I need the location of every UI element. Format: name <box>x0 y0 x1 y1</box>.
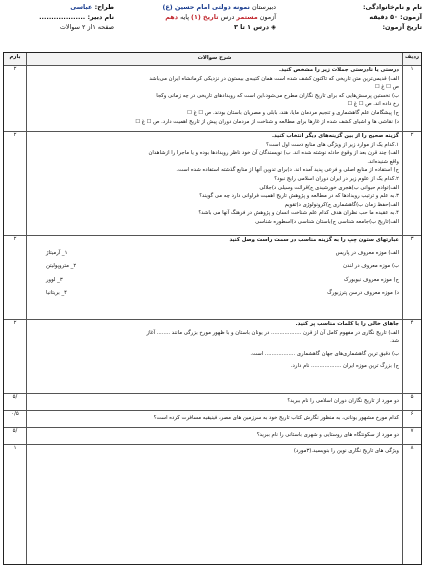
question-body: ویژگی های تاریخ نگاری نوین را بنویسید.(۳مورد) <box>293 448 399 454</box>
question-row <box>4 235 421 320</box>
col-score-header: بارم <box>4 53 27 65</box>
question-score: /۵ <box>4 393 27 410</box>
lessons-line <box>136 22 276 32</box>
col-num-header: ردیف <box>402 53 421 65</box>
student-info <box>302 2 422 32</box>
question-body: گزینه صحیح را از بین گزینه‌های دیگر انتخاب کنید. ۱.کدام یک از موارد زیر از ویژگی های منابع دست اول است؟ الف) چند قرن بعد از وقوع حادثه نوشته شده اند. ب) نویسندگان آن خود ناظر رویدادها بوده و یا ماجرا را ازشاهدان واقع شنیده‌اند. ج) استفاده از منابع اصلی و فرعی پدید آمده اند. د)برای تدوین آنها از منابع گذشته استفاده شده است. ۲.کدام یک از علوم زیر در ایران دوران اسلامی رایج نبود؟ الف)نوادم حیوانی ب)هجری خورشیدی ج)قرائت وسیلی د)جلالی ۳.به علم و ترتیب رویدادها که در مطالعه و پژوهش تاریخ اهمیت فراوانی دارد چه می گویند؟ الف)حفظ زمان ب)گاهشماری ج)کرونولوژی د)تقویم ۴.به عقیده ما حب نظران هدف کدام علم شناخت انسان و پژوهش در فرهنگ آنها می باشد؟ الف)تاریخ ب)جامعه شناسی ج)باستان شناسی د)اسطوره شناسی <box>148 133 399 225</box>
exam-semester: مستمر <box>236 13 258 21</box>
question-body: عبارتهای ستون چپ را به گزینه مناسب در سمت راست وصل کنید الف) موزه معروف در پاریس ۱_ آرمیتاژ ب) موزه معروف در لندن ۲_ متروپولیتن ج) موزه معروف نیویورک ۳_ لوور د) موزه معروف درسن پترزبورگ ۴_ بریتانیا <box>30 236 399 298</box>
question-row <box>4 410 421 428</box>
question-row <box>4 319 421 394</box>
matching-pair: ب) موزه معروف در لندن ۲_ متروپولیتن <box>46 263 399 270</box>
lessons-range: درس ۱ تا ۳ <box>233 23 270 31</box>
question-score: ۰/۵ <box>4 410 27 427</box>
question-body: جاهای خالی را با کلمات مناسب پر کنید. الف) تاریخ نگاری در مفهوم کامل آن از قرن .................. در یونان باستان و با ظهور مورخ بزرگی مانند ........ آغاز شد. ب) دقیق ترین گاهشماری‌های جهان گاهشماری .................. است. ج) بزرگ ترین موزه ایران .................. نام دارد. <box>146 321 399 370</box>
student-name-label: نام و نام‌خانوادگی: <box>362 3 422 11</box>
question-body: کدام مورخ مشهور یونانی، به منظور نگارش کتاب تاریخ خود به سرزمین های مصر، فینیقیه مسافرت کرده است؟ <box>153 415 399 421</box>
matching-pair: ج) موزه معروف نیویورک ۳_ لوور <box>46 276 399 283</box>
question-number: ۶ <box>402 410 421 427</box>
question-body: درستی یا نادرستی جملات زیر را مشخص کنید. الف) قدیمی‌ترین متن تاریخی که تاکنون کشف شده است همان کتیبه‌ی بیستون در نزدیکی کرمانشاه ایران می‌باشد ص ☐ غ ☐ ب) نخستین پرسش‌هایی که برای تاریخ نگاران مطرح می‌شود،این است که رویدادهای تاریخی در چه زمانی وکجا رخ داده اند. ص ☐ غ ☐ ج) پیشگامان علم گاهشماری و تنجیم مردمان مایا، هند، بابلی و مصریان باستان بودند. ص ☐ غ ☐ د) نقاشی ها و اشیای کشف شده از غارها برای مطالعه و شناخت از مردمان دوران پیش از تاریخ اهمیت دارد. ص ☐ غ ☐ <box>135 67 399 125</box>
matching-pair: الف) موزه معروف در پاریس ۱_ آرمیتاژ <box>46 249 399 256</box>
question-score: ۱ <box>4 444 27 564</box>
question-number: ۳ <box>402 235 421 319</box>
question-row <box>4 65 421 132</box>
designer-name: عباسی <box>70 3 93 11</box>
exam-title-block <box>136 2 276 32</box>
question-table <box>3 52 422 565</box>
school-line: دبیرستان نمونه دولتی امام حسین (ع) <box>162 3 276 11</box>
course-name: تاریخ (۱) <box>191 13 219 21</box>
question-number: ۵ <box>402 393 421 410</box>
question-row <box>4 393 421 411</box>
question-row <box>4 444 421 564</box>
question-number: ۸ <box>402 444 421 564</box>
question-score: ۲ <box>4 131 27 235</box>
exam-duration: آزمون: ۵۰ دقیقه <box>369 13 422 21</box>
question-row <box>4 427 421 445</box>
exam-header <box>0 0 426 52</box>
exam-line: آزمون مستمر درس تاریخ (۱) پایه دهم <box>165 13 276 21</box>
question-number: ۲ <box>402 131 421 235</box>
question-score: ۲ <box>4 235 27 319</box>
question-number: ۱ <box>402 65 421 131</box>
question-body: دو مورد از تاریخ نگاران دوران اسلامی را نام ببرید؟ <box>287 398 399 404</box>
book-icon: ◈ <box>271 23 276 31</box>
grade: دهم <box>165 13 179 21</box>
teacher-name: نام دبیر: ................... <box>39 13 114 21</box>
matching-pair: د) موزه معروف درسن پترزبورگ ۴_ بریتانیا <box>46 290 399 297</box>
designer-line: طراح: عباسی <box>70 3 114 11</box>
question-body: دو مورد از سکونتگاه های روستایی و شهری باستانی را نام ببرید؟ <box>256 432 399 438</box>
exam-date-label: تاریخ آزمون: <box>382 23 422 31</box>
question-number: ۷ <box>402 427 421 444</box>
col-body-header: شرح سوالات <box>197 55 232 61</box>
question-number: ۴ <box>402 319 421 393</box>
question-score: /۵ <box>4 427 27 444</box>
page-info: صفحه ۱از ۲ سوالات <box>59 23 114 31</box>
teacher-info <box>4 2 114 32</box>
school-name: نمونه دولتی امام حسین (ع) <box>162 3 250 11</box>
question-score: ۲ <box>4 319 27 393</box>
question-score: ۲ <box>4 65 27 131</box>
question-row <box>4 131 421 236</box>
